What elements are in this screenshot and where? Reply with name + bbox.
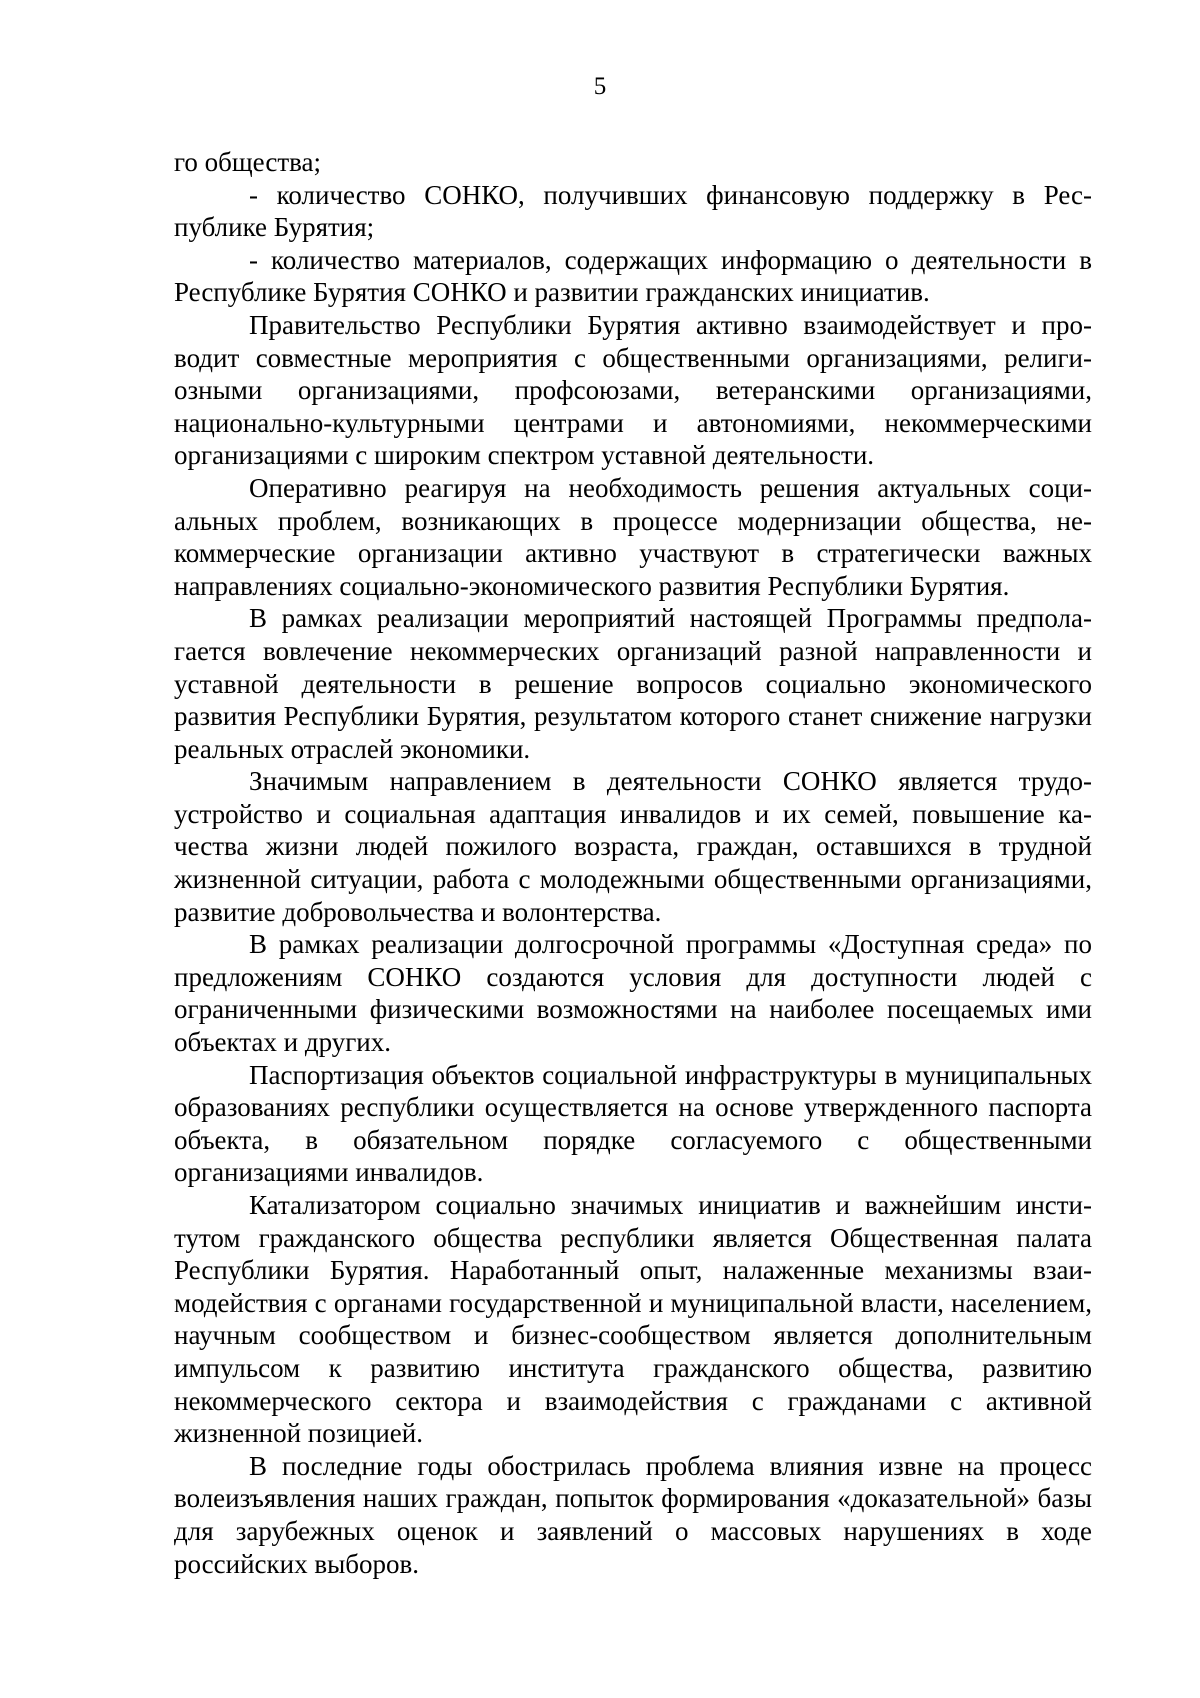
paragraph-sonko-direction: Значимым направлением в деятельности СОНКО является трудоустройство и социальная адаптация инвалидов и их семей, повышение качества жизни людей пожилого возраста, граждан, оставшихся в трудной жизненной ситуации, работа с молодежными общественными организациями, развитие добровольчества и волонтерства.: [174, 766, 1092, 927]
paragraph-continuation: го общества;: [174, 147, 321, 177]
paragraph-passportization: Паспортизация объектов социальной инфраструктуры в муниципальных образованиях республики осуществляется на основе утвержденного паспорта объекта, в обязательном порядке согласуемого с общественными организациями инвалидов.: [174, 1059, 1092, 1188]
paragraph-social-problems: Оперативно реагируя на необходимость решения актуальных социальных проблем, возникающих в процессе модернизации общества, некоммерческие организации активно участвуют в стратегически важных направлениях социально-экономического развития Республики Бурятия.: [174, 472, 1092, 601]
paragraph-public-chamber: Катализатором социально значимых инициатив и важнейшим институтом гражданского общества республики является Общественная палата Республики Бурятия. Наработанный опыт, налаженные механизмы взаимодействия с органами государственной и муниципальной власти, населением, научным сообществом и бизнес-сообществом является дополнительным импульсом к развитию института гражданского общества, развитию некоммерческого сектора и взаимодействия с гражданами с активной жизненной позицией.: [174, 1190, 1092, 1449]
list-item-materials-count: - количество материалов, содержащих информацию о деятельности в Республике Бурятия СОНКО и развитии гражданских инициатив.: [174, 244, 1092, 308]
page-number: 5: [593, 73, 607, 100]
paragraph-accessible-environment: В рамках реализации долгосрочной программы «Доступная среда» по предложениям СОНКО создаются условия для доступности людей с ограниченными физическими возможностями на наиболее посещаемых ими объектах и других.: [174, 929, 1092, 1058]
document-body: [174, 146, 1092, 1580]
paragraph-government-cooperation: Правительство Республики Бурятия активно взаимодействует и проводит совместные мероприятия с общественными организациями, религиозными организациями, профсоюзами, ветеранскими организациями, национально-культурными центрами и автономиями, некоммерческими организациями с широким спектром уставной деятельности.: [174, 309, 1092, 471]
paragraph-external-influence: В последние годы обострилась проблема влияния извне на процесс волеизъявления наших граждан, попыток формирования «доказательной» базы для зарубежных оценок и заявлений о массовых нарушениях в ходе российских выборов.: [174, 1450, 1092, 1579]
list-item-sonko-count: - количество СОНКО, получивших финансовую поддержку в Республике Бурятия;: [174, 179, 1092, 243]
paragraph-program-measures: В рамках реализации мероприятий настоящей Программы предполагается вовлечение некоммерческих организаций разной направленности и уставной деятельности в решение вопросов социально экономического развития Республики Бурятия, результатом которого станет снижение нагрузки реальных отраслей экономики.: [174, 603, 1092, 764]
